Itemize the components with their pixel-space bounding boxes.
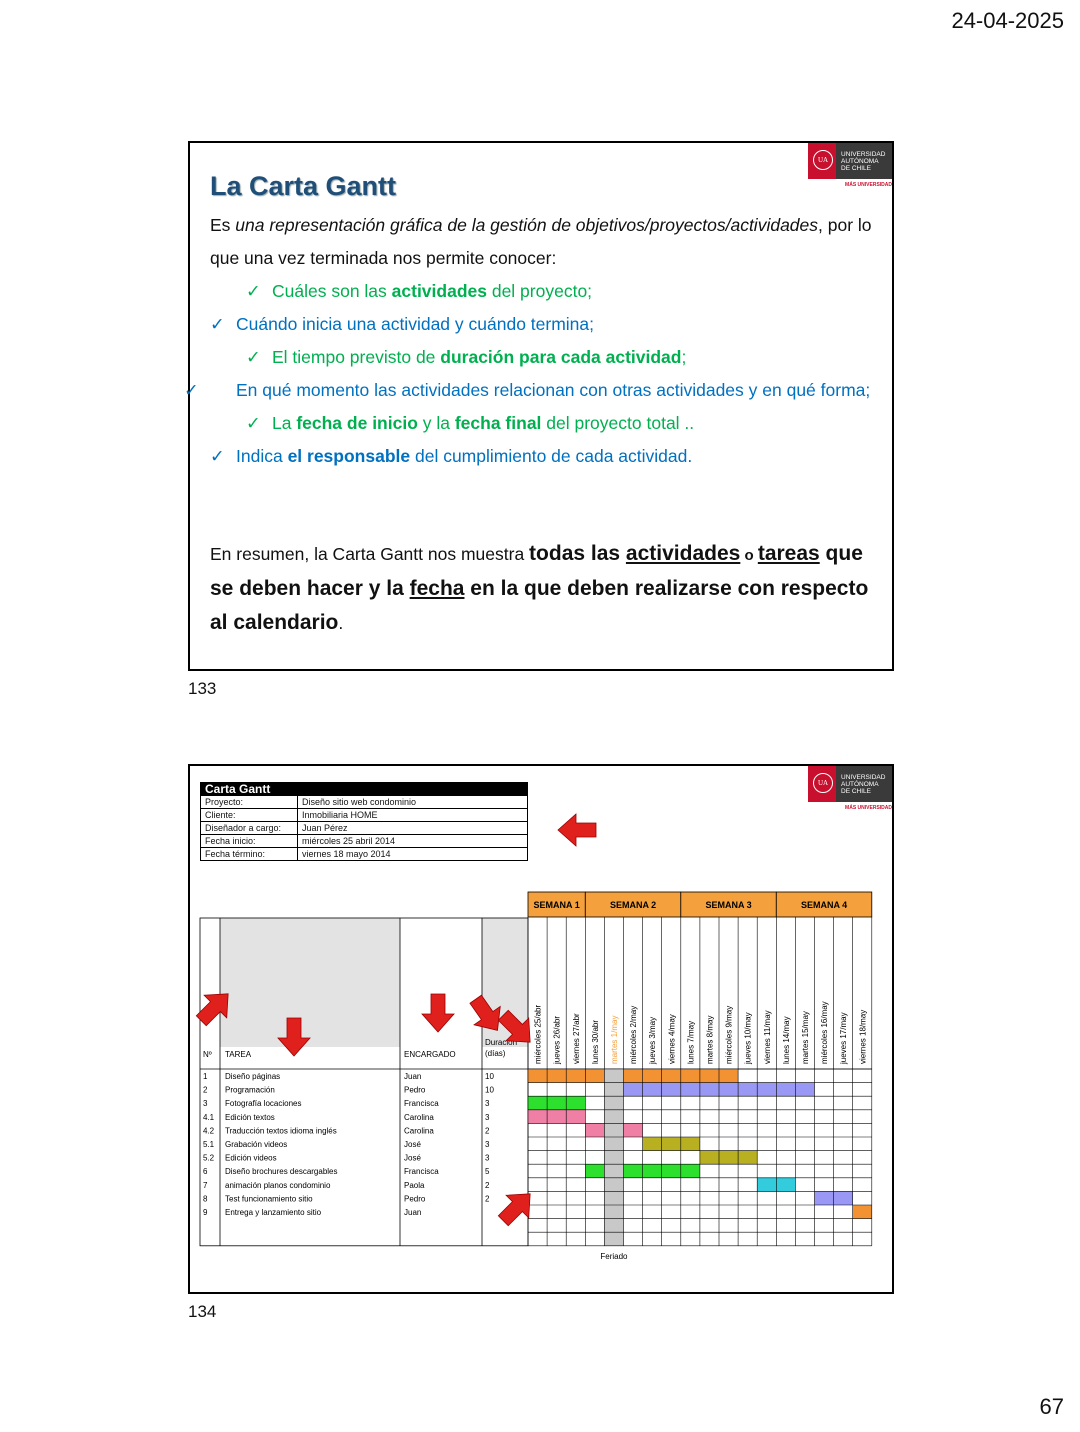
check-icon: ✓: [210, 446, 225, 466]
task-bar-cell: [585, 1123, 604, 1137]
intro-paragraph: Es una representación gráfica de la gestión de objetivos/proyectos/actividades, por lo que una vez terminada nos permite conocer:: [210, 215, 872, 268]
check-icon: ✓: [246, 281, 261, 301]
task-duration: 3: [485, 1099, 490, 1109]
day-label: viernes 27/abr: [571, 1013, 581, 1064]
task-bar-cell: [662, 1069, 681, 1083]
task-bar-cell: [624, 1123, 643, 1137]
task-no: 5.1: [203, 1140, 215, 1149]
task-no: 3: [203, 1099, 208, 1109]
task-bar-cell: [643, 1069, 662, 1083]
task-bar-cell: [643, 1083, 662, 1097]
task-owner: José: [404, 1140, 421, 1149]
day-label: miércoles 25/abr: [533, 1004, 543, 1064]
task-bar-cell: [643, 1164, 662, 1178]
task-owner: José: [404, 1153, 421, 1163]
task-bar-cell: [757, 1178, 776, 1192]
task-no: 5.2: [203, 1153, 215, 1163]
info-row: Proyecto: Diseño sitio web condominio: [201, 796, 528, 809]
task-duration: 3: [485, 1153, 490, 1163]
slide-title: La Carta Gantt: [210, 171, 397, 201]
project-info-table: [200, 782, 528, 861]
task-no: 8: [203, 1194, 208, 1204]
task-duration: 2: [485, 1194, 490, 1204]
task-no: 6: [203, 1167, 208, 1177]
red-arrow-icon: [558, 814, 596, 846]
day-label: viernes 4/may: [667, 1014, 677, 1064]
day-label: lunes 7/may: [686, 1020, 696, 1064]
task-name: Traducción textos idioma inglés: [225, 1126, 337, 1136]
task-bar-cell: [853, 1205, 872, 1219]
task-owner: Carolina: [404, 1126, 434, 1136]
task-header-shade: [220, 918, 400, 1047]
task-name: Fotografía locaciones: [225, 1099, 302, 1109]
task-no: 1: [203, 1072, 208, 1081]
week-label: SEMANA 2: [609, 900, 657, 910]
task-bar-cell: [700, 1151, 719, 1165]
page-number: 67: [1039, 1394, 1064, 1419]
bullet-item: ✓ Indica el responsable del cumplimiento de cada actividad.: [210, 440, 880, 473]
check-icon: ✓: [184, 380, 199, 400]
day-label: lunes 30/abr: [590, 1019, 600, 1064]
task-no: 4.2: [203, 1126, 215, 1136]
task-duration: 3: [485, 1140, 490, 1149]
task-name: Grabación videos: [225, 1140, 288, 1149]
university-logo: UA UNIVERSIDAD AUTÓNOMA DE CHILE MÁS UNIVERSIDAD: [808, 766, 892, 814]
column-header-no: Nº: [203, 1050, 212, 1059]
university-logo: UA UNIVERSIDAD AUTÓNOMA DE CHILE MÁS UNIVERSIDAD: [808, 143, 892, 191]
task-bar-cell: [662, 1137, 681, 1151]
day-label: miércoles 2/may: [629, 1005, 639, 1064]
task-bar-cell: [624, 1164, 643, 1178]
task-bar-cell: [681, 1083, 700, 1097]
day-label: martes 1/may: [609, 1015, 619, 1064]
task-bar-cell: [738, 1151, 757, 1165]
day-label: viernes 18/may: [858, 1009, 868, 1064]
info-title: Carta Gantt: [201, 783, 528, 796]
day-label: martes 15/may: [800, 1011, 810, 1064]
task-owner: Pedro: [404, 1194, 426, 1204]
column-header-owner: ENCARGADO: [404, 1050, 456, 1059]
column-header-task: TAREA: [225, 1050, 252, 1059]
day-label: jueves 17/may: [839, 1012, 849, 1064]
task-bar-cell: [566, 1096, 585, 1110]
task-bar-cell: [681, 1137, 700, 1151]
task-name: Test funcionamiento sitio: [225, 1194, 313, 1204]
bullet-item: ✓ Cuáles son las actividades del proyecto;: [210, 275, 880, 308]
info-row: Cliente: Inmobiliaria HOME: [201, 809, 528, 822]
day-label: martes 8/may: [705, 1015, 715, 1064]
task-owner: Juan: [404, 1072, 422, 1081]
task-bar-cell: [681, 1069, 700, 1083]
task-bar-cell: [776, 1083, 795, 1097]
day-label: jueves 10/may: [743, 1012, 753, 1064]
task-name: Diseño brochures descargables: [225, 1167, 338, 1177]
task-no: 4.1: [203, 1112, 215, 1122]
task-bar-cell: [528, 1096, 547, 1110]
day-label: lunes 14/may: [781, 1016, 791, 1064]
column-header-duration: Duración: [485, 1038, 518, 1047]
task-bar-cell: [719, 1151, 738, 1165]
task-bar-cell: [719, 1083, 738, 1097]
slide-134: [188, 764, 894, 1294]
task-bar-cell: [547, 1069, 566, 1083]
slide-number: 134: [188, 1302, 217, 1321]
holiday-label: Feriado: [600, 1251, 628, 1261]
task-bar-cell: [795, 1083, 814, 1097]
task-bar-cell: [528, 1069, 547, 1083]
slide-133: [184, 141, 894, 671]
red-arrow-icon: [422, 994, 454, 1032]
task-bar-cell: [700, 1083, 719, 1097]
week-label: SEMANA 4: [800, 900, 848, 910]
week-label: SEMANA 1: [533, 900, 580, 910]
task-name: Programación: [225, 1085, 275, 1095]
logo-shield: UA: [808, 143, 836, 179]
task-owner: Pedro: [404, 1085, 426, 1095]
task-name: Entrega y lanzamiento sitio: [225, 1208, 322, 1217]
task-owner: Francisca: [404, 1167, 439, 1177]
slide-number: 133: [188, 679, 217, 698]
column-header-duration-unit: (días): [485, 1049, 506, 1058]
info-row: Diseñador a cargo: Juan Pérez: [201, 822, 528, 835]
task-duration: 2: [485, 1126, 490, 1136]
check-icon: ✓: [246, 413, 261, 433]
task-bar-cell: [547, 1110, 566, 1124]
info-row: Fecha término: viernes 18 mayo 2014: [201, 848, 528, 861]
task-duration: 5: [485, 1167, 490, 1177]
bullet-item: ✓ El tiempo previsto de duración para cada actividad;: [210, 341, 880, 374]
task-name: Edición videos: [225, 1153, 277, 1163]
week-label: SEMANA 3: [705, 900, 752, 910]
task-bar-cell: [585, 1069, 604, 1083]
info-row: Fecha inicio: miércoles 25 abril 2014: [201, 835, 528, 848]
task-duration: 10: [485, 1072, 494, 1081]
day-label: viernes 11/may: [762, 1010, 772, 1064]
task-name: animación planos condominio: [225, 1180, 331, 1190]
task-bar-cell: [776, 1178, 795, 1192]
gantt-chart: [200, 892, 880, 1272]
bullet-item: ✓ En qué momento las actividades relacionan con otras actividades y en qué forma;: [210, 374, 880, 407]
holiday-column: [604, 1069, 623, 1246]
task-owner: Francisca: [404, 1099, 439, 1109]
gantt-svg: [200, 892, 880, 1267]
logo-shield: UA: [808, 766, 836, 802]
bullet-item: ✓ Cuándo inicia una actividad y cuándo termina;: [210, 308, 880, 341]
day-label: jueves 26/abr: [552, 1015, 562, 1064]
task-bar-cell: [585, 1164, 604, 1178]
task-bar-cell: [757, 1083, 776, 1097]
check-icon: ✓: [210, 314, 225, 334]
task-bar-cell: [662, 1083, 681, 1097]
task-duration: 3: [485, 1112, 490, 1122]
task-bar-cell: [528, 1110, 547, 1124]
day-label: jueves 3/may: [648, 1016, 658, 1064]
task-bar-cell: [681, 1164, 700, 1178]
task-bar-cell: [547, 1096, 566, 1110]
task-bar-cell: [624, 1069, 643, 1083]
day-label: miércoles 9/may: [724, 1005, 734, 1064]
task-bar-cell: [738, 1083, 757, 1097]
summary-paragraph: En resumen, la Carta Gantt nos muestra todas las actividades o tareas que se deben hacer y la fecha en la que deben realizarse con respecto al calendario.: [210, 542, 869, 634]
task-bar-cell: [643, 1137, 662, 1151]
header-date: 24-04-2025: [951, 8, 1064, 33]
task-bar-cell: [566, 1069, 585, 1083]
task-bar-cell: [662, 1164, 681, 1178]
day-label: miércoles 16/may: [820, 1001, 830, 1064]
task-no: 9: [203, 1208, 208, 1217]
task-bar-cell: [834, 1191, 853, 1205]
task-owner: Juan: [404, 1208, 422, 1217]
task-bar-cell: [624, 1083, 643, 1097]
task-name: Diseño páginas: [225, 1072, 281, 1081]
task-bar-cell: [700, 1069, 719, 1083]
task-bar-cell: [815, 1191, 834, 1205]
task-name: Edición textos: [225, 1112, 275, 1122]
task-no: 7: [203, 1180, 208, 1190]
slide-body: [184, 209, 880, 473]
task-owner: Paola: [404, 1180, 425, 1190]
task-bar-cell: [566, 1110, 585, 1124]
red-arrow-icon: [492, 1183, 541, 1232]
check-icon: ✓: [246, 347, 261, 367]
task-bar-cell: [719, 1069, 738, 1083]
bullet-item: ✓ La fecha de inicio y la fecha final del proyecto total ..: [210, 407, 880, 440]
task-owner: Carolina: [404, 1112, 434, 1122]
task-duration: 2: [485, 1180, 490, 1190]
task-no: 2: [203, 1085, 208, 1095]
task-duration: 10: [485, 1085, 494, 1095]
